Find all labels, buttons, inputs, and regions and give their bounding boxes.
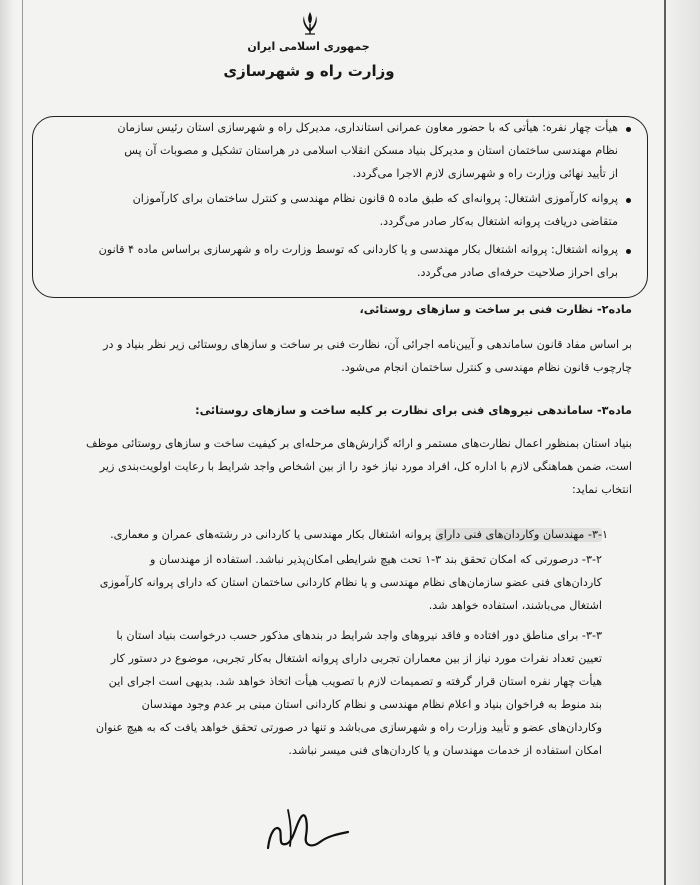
article-3-heading: ماده۳- ساماندهی نیروهای فنی برای نظارت بر کلیه ساخت و سازهای روستائی:	[195, 404, 632, 417]
body-line: بند منوط به فراخوان بنیاد و اعلام نظام مهندسی و نظام کاردانی استان مبنی بر عدم وجود مهندسان	[141, 698, 602, 711]
definition-line: متقاضی دریافت پروانه اشتغال به‌کار صادر می‌گردد.	[379, 215, 618, 228]
clause-3-3	[60, 624, 602, 762]
body-line: تعیین تعداد نفرات مورد نیاز از بین معماران تجربی دارای پروانه اشتغال به‌کار تجربی، موضوع در دستور کار	[110, 652, 602, 665]
signature-icon	[262, 802, 352, 858]
body-line: انتخاب نماید:	[571, 483, 632, 496]
body-line: اشتغال می‌باشند، استفاده خواهد شد.	[428, 599, 602, 612]
body-line: است، ضمن هماهنگی لازم با اداره کل، افراد مورد نیاز خود را از بین اشخاص واجد شرایط با رعایت اولویت‌بندی زیر	[99, 460, 632, 473]
scan-shadow-right	[660, 0, 700, 885]
clause-3-1	[60, 523, 608, 546]
definition-line: نظام مهندسی ساختمان استان و مدیرکل بنیاد مسکن انقلاب اسلامی در هراستان تشکیل و مصوبات آن پس	[124, 144, 618, 157]
definition-line: از تأیید نهائی وزارت راه و شهرسازی لازم الاجرا می‌گردد.	[352, 167, 618, 180]
body-line: بر اساس مفاد قانون ساماندهی و آیین‌نامه اجرائی آن، نظارت فنی بر ساخت و سازهای روستائی زیر نظر بنیاد و در	[103, 338, 632, 351]
article-3-body	[60, 432, 632, 501]
definition-item	[58, 187, 618, 233]
emblem-icon	[298, 10, 322, 36]
article-3	[60, 399, 632, 422]
clause-3-2	[60, 548, 602, 617]
article-2	[60, 298, 632, 321]
body-line: چارچوب قانون نظام مهندسی و کنترل ساختمان انجام می‌شود.	[341, 361, 632, 374]
bullet-icon	[626, 249, 631, 254]
definition-line: هیأت چهار نفره: هیأتی که با حضور معاون عمرانی استانداری، مدیرکل راه و شهرسازی استان رئیس سازمان	[117, 121, 618, 134]
country-name: جمهوری اسلامی ایران	[247, 40, 370, 53]
body-line: ۳-۲- درصورتی که امکان تحقق بند ۳-۱ تحت هیچ شرایطی امکان‌پذیر نباشد. استفاده از مهندسان و	[150, 553, 602, 566]
definition-item	[58, 116, 618, 185]
body-line: امکان استفاده از خدمات مهندسان و یا کاردان‌های فنی میسر نباشد.	[288, 744, 602, 757]
margin-line-right	[664, 0, 666, 885]
body-line: ۳-۱- مهندسان وکاردان‌های فنی دارای پروانه اشتغال بکار مهندسی یا کاردانی در رشته‌های عمران و معماری.	[110, 528, 608, 541]
definition-line: پروانه اشتغال: پروانه اشتغال بکار مهندسی و یا کاردانی که توسط وزارت راه و شهرسازی براساس ماده ۴ قانون	[98, 243, 618, 256]
letterhead	[0, 6, 700, 86]
scan-shadow-left	[0, 0, 14, 885]
body-line: هیأت چهار نفره استان قرار گرفته و تصمیمات لازم با تصویب هیأت اتخاذ خواهد شد. بدیهی است اجرای این	[108, 675, 602, 688]
ministry-name: وزارت راه و شهرسازی	[223, 62, 395, 80]
body-line: کاردان‌های فنی عضو سازمان‌های نظام مهندسی و یا نظام کاردانی ساختمان استان که دارای پروانه کارآموزی	[99, 576, 602, 589]
margin-line-left	[22, 0, 23, 885]
body-line: وکاردان‌های عضو و تأیید وزارت راه و شهرسازی می‌باشد و تنها در صورتی تحقق خواهد یافت که به هیچ عنوان	[95, 721, 602, 734]
body-line: بنیاد استان بمنظور اعمال نظارت‌های مستمر و ارائه گزارش‌های مرحله‌ای بر کیفیت ساخت و سازهای روستائی موظف	[86, 437, 632, 450]
definition-line: برای احراز صلاحیت حرفه‌ای صادر می‌گردد.	[416, 266, 618, 279]
definition-line: پروانه کارآموزی اشتغال: پروانه‌ای که طبق ماده ۵ قانون نظام مهندسی و کنترل ساختمان برای کارآموزان	[132, 192, 618, 205]
bullet-icon	[626, 127, 631, 132]
article-2-heading: ماده۲- نظارت فنی بر ساخت و سازهای روستائی،	[359, 303, 632, 316]
bullet-icon	[626, 198, 631, 203]
definition-item	[58, 238, 618, 284]
body-line: ۳-۳- برای مناطق دور افتاده و فاقد نیروهای واجد شرایط در بندهای مذکور حسب درخواست بنیاد استان با	[116, 629, 602, 642]
article-2-body	[60, 333, 632, 379]
